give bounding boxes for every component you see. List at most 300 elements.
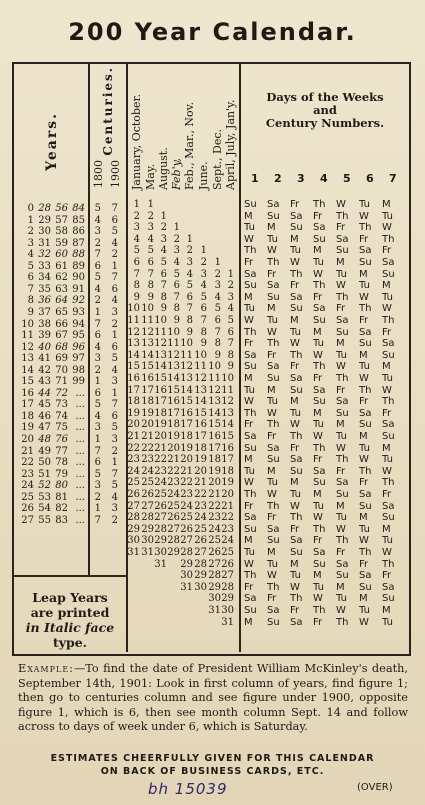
weekday-cell: Fr [313, 454, 323, 466]
month-day-cell: 23 [221, 523, 234, 535]
year-cell: 3 [27, 237, 34, 249]
weekday-cell: Su [267, 373, 280, 384]
year-cell: 6 [94, 330, 101, 342]
weekday-cell: Th [267, 338, 280, 350]
weekday-cell: Th [244, 570, 257, 582]
year-cell: 5 [94, 468, 101, 480]
month-day-cell: 14 [221, 419, 234, 431]
month-day-cell: 4 [133, 233, 140, 245]
weekday-cell: M [290, 396, 299, 408]
year-cell: 0 [27, 203, 34, 214]
year-cell: 5 [111, 422, 118, 434]
weekday-cell: Fr [267, 349, 277, 361]
weekday-cell: Sa [290, 373, 303, 384]
year-cell: 29 [38, 214, 51, 226]
weekday-cell: Tu [336, 431, 347, 442]
weekday-cell: W [267, 489, 277, 500]
weekday-cell: Sa [382, 338, 395, 350]
weekday-cell: Sa [267, 280, 280, 292]
year-cell: 42 [38, 364, 51, 376]
weekday-cell: M [359, 349, 368, 361]
weekday-cell: M [336, 257, 345, 268]
weekday-cell: W [244, 315, 254, 326]
year-cell: 76 [55, 434, 68, 445]
month-day-cell: 5 [147, 245, 154, 257]
month-day-cell: 19 [127, 407, 140, 419]
month-day-cell: 9 [160, 303, 167, 315]
month-day-cell: 2 [186, 245, 193, 257]
weekday-cell: W [290, 500, 300, 512]
month-day-cell: 17 [221, 454, 234, 466]
weekday-cell: M [382, 442, 391, 454]
month-header-4: Feb., Mar., Nov. [183, 101, 196, 190]
year-cell: 1 [27, 214, 34, 226]
year-cell: 44 [38, 387, 51, 399]
weekday-cell: M [382, 199, 391, 210]
year-cell: 1 [111, 387, 118, 399]
month-day-cell: 16 [208, 431, 221, 442]
month-day-cell: 9 [200, 338, 207, 350]
year-cell: 65 [55, 306, 68, 318]
weekday-cell: Su [290, 303, 303, 315]
month-day-cell: 27 [180, 535, 193, 547]
month-day-cell: 2 [227, 280, 234, 292]
year-cell: 6 [111, 283, 118, 295]
weekday-cell: Sa [267, 605, 280, 616]
weekday-cell: Th [313, 361, 326, 373]
year-cell: 43 [38, 376, 51, 388]
year-cell: 2 [111, 514, 118, 526]
weekday-cell: W [336, 523, 346, 535]
year-cell: 7 [111, 203, 118, 214]
month-day-cell: 27 [127, 500, 140, 512]
month-day-cell: 24 [221, 535, 234, 547]
weekday-cell: M [267, 465, 276, 477]
month-day-cell: 24 [208, 523, 221, 535]
weekday-cell: M [382, 280, 391, 292]
year-cell: 18 [21, 410, 34, 422]
weekday-cell: Sa [290, 616, 303, 628]
month-day-cell: 25 [194, 523, 207, 535]
month-day-cell: 26 [167, 512, 180, 524]
weekday-cell: Fr [267, 512, 277, 524]
month-day-cell: 1 [186, 233, 193, 245]
month-day-cell: 5 [186, 280, 193, 292]
month-day-cell: 3 [173, 245, 180, 257]
month-day-cell: 9 [147, 291, 154, 303]
weekday-cell: Su [382, 268, 395, 280]
weekday-cell: Fr [290, 523, 300, 535]
month-day-cell: 6 [214, 315, 221, 326]
month-day-cell: 8 [227, 349, 234, 361]
year-cell: ... [75, 410, 85, 422]
month-day-cell: 4 [173, 257, 180, 268]
year-cell: ... [75, 480, 85, 492]
year-cell: 56 [55, 203, 68, 214]
weekday-cell: Tu [359, 280, 370, 292]
year-cell: 7 [94, 445, 101, 457]
weekday-cell: Tu [382, 210, 393, 222]
weekday-cell: Fr [244, 338, 254, 350]
month-day-cell: 4 [227, 303, 234, 315]
weekday-cell: Sa [267, 361, 280, 373]
month-day-cell: 28 [180, 547, 193, 558]
leap-years-note [16, 590, 124, 650]
weekday-cell: Tu [244, 222, 255, 234]
year-cell: 10 [21, 318, 34, 330]
month-day-cell: 6 [160, 268, 167, 280]
month-day-cell: 29 [194, 570, 207, 582]
month-day-cell: 8 [160, 291, 167, 303]
weekday-cell: Su [336, 489, 349, 500]
year-cell: 1 [94, 376, 101, 388]
weekday-cell: Tu [267, 558, 278, 570]
year-cell: 1 [111, 457, 118, 469]
month-day-cell: 27 [208, 558, 221, 570]
year-cell: 4 [94, 214, 101, 226]
month-day-cell: 28 [208, 570, 221, 582]
weekday-cell: W [359, 373, 369, 384]
year-cell: ... [75, 422, 85, 434]
month-day-cell: 13 [221, 407, 234, 419]
weekday-cell: W [244, 558, 254, 570]
month-day-cell: 2 [200, 257, 207, 268]
weekday-cell: Th [382, 558, 395, 570]
month-day-cell: 31 [141, 547, 154, 558]
month-day-cell: 12 [208, 384, 221, 396]
leap-note-line-4: type. [52, 635, 88, 650]
weekday-cell: Su [382, 349, 395, 361]
month-day-cell: 15 [180, 396, 193, 408]
month-day-cell: 3 [160, 233, 167, 245]
weekday-cell: Tu [244, 465, 255, 477]
month-day-cell: 6 [200, 303, 207, 315]
month-day-cell: 12 [167, 349, 180, 361]
year-cell: 11 [21, 330, 34, 342]
year-cell: 3 [111, 434, 118, 445]
weekday-cell: M [313, 570, 322, 582]
weekday-cell: M [336, 500, 345, 512]
weekday-cell: Su [290, 222, 303, 234]
year-cell: 88 [72, 249, 85, 261]
weekday-cell: Sa [244, 593, 257, 605]
weekday-cell: Sa [382, 500, 395, 512]
weekday-cell: Tu [244, 547, 255, 558]
year-cell: 33 [38, 260, 51, 272]
month-day-cell: 12 [194, 373, 207, 384]
year-cell: 22 [21, 457, 34, 469]
weekday-cell: Fr [290, 361, 300, 373]
weekday-cell: Fr [336, 303, 346, 315]
month-day-cell: 1 [133, 199, 140, 210]
year-cell: 7 [94, 318, 101, 330]
weekday-cell: Su [313, 558, 326, 570]
weekday-cell: Su [359, 257, 372, 268]
year-cell: 4 [94, 410, 101, 422]
month-day-cell: 4 [200, 280, 207, 292]
weekday-cell: Fr [336, 384, 346, 396]
weekday-cell: Sa [359, 570, 372, 582]
month-day-cell: 11 [154, 326, 167, 338]
month-day-cell: 1 [214, 257, 221, 268]
day-number-header-0: 1 [251, 172, 259, 185]
weekday-cell: Su [290, 465, 303, 477]
month-day-cell: 23 [180, 489, 193, 500]
footer-line-1: ESTIMATES CHEERFULLY GIVEN FOR THIS CALENDAR [50, 753, 375, 764]
month-day-cell: 17 [127, 384, 140, 396]
month-header-6: Sept., Dec. [211, 129, 224, 190]
year-cell: 5 [27, 260, 34, 272]
weekday-cell: Sa [336, 477, 349, 489]
year-cell: ... [75, 468, 85, 480]
weekday-cell: Fr [267, 268, 277, 280]
month-day-cell: 23 [194, 500, 207, 512]
weekday-cell: Tu [267, 315, 278, 326]
month-day-cell: 21 [127, 431, 140, 442]
month-day-cell: 13 [194, 384, 207, 396]
month-day-cell: 14 [127, 349, 140, 361]
year-cell: 36 [38, 295, 51, 307]
weekday-cell: Th [359, 384, 372, 396]
weekday-cell: W [313, 512, 323, 524]
month-day-cell: 30 [221, 605, 234, 616]
month-day-cell: 1 [147, 199, 154, 210]
month-day-cell: 22 [127, 442, 140, 454]
weekday-cell: Tu [244, 303, 255, 315]
year-cell: 77 [55, 445, 68, 457]
weekday-cell: Th [359, 222, 372, 234]
month-day-cell: 15 [154, 373, 167, 384]
weekday-cell: Sa [267, 523, 280, 535]
month-day-cell: 22 [208, 500, 221, 512]
year-cell: 28 [38, 203, 51, 214]
year-cell: 73 [55, 399, 68, 411]
year-cell: 2 [94, 295, 101, 307]
weekday-cell: Th [359, 303, 372, 315]
weekday-cell: W [267, 570, 277, 582]
year-cell: 99 [72, 376, 85, 388]
year-cell: ... [75, 514, 85, 526]
weekday-cell: Fr [313, 535, 323, 547]
year-cell: 5 [111, 226, 118, 238]
year-cell: 53 [38, 491, 51, 503]
weekday-cell: Th [336, 535, 349, 547]
weekday-cell: W [382, 384, 392, 396]
month-day-cell: 29 [221, 593, 234, 605]
month-day-cell: 14 [154, 361, 167, 373]
day-number-header-5: 6 [366, 172, 374, 185]
weekday-cell: Su [359, 581, 372, 593]
year-cell: 3 [94, 422, 101, 434]
month-day-cell: 14 [194, 396, 207, 408]
month-day-cell: 1 [173, 222, 180, 234]
weekday-cell: M [290, 477, 299, 489]
weekday-cell: Th [267, 419, 280, 431]
month-day-cell: 8 [147, 280, 154, 292]
weekday-cell: Fr [313, 291, 323, 303]
weekday-cell: Tu [313, 419, 324, 431]
weekday-cell: Su [244, 523, 257, 535]
weekday-cell: Th [290, 512, 303, 524]
year-cell: 54 [38, 503, 51, 515]
month-day-cell: 29 [167, 547, 180, 558]
year-cell: 6 [94, 260, 101, 272]
weekday-cell: W [336, 361, 346, 373]
month-day-cell: 27 [141, 500, 154, 512]
weekday-cell: Th [290, 431, 303, 442]
month-day-cell: 23 [167, 477, 180, 489]
month-header-7: April, July, Jan'y. [224, 99, 237, 190]
year-cell: 3 [111, 376, 118, 388]
weekday-cell: Th [290, 268, 303, 280]
weekday-cell: Su [382, 593, 395, 605]
month-day-cell: 5 [133, 245, 140, 257]
month-day-cell: 23 [127, 454, 140, 466]
weekday-cell: Su [244, 605, 257, 616]
year-cell: 5 [94, 272, 101, 284]
month-day-cell: 21 [141, 431, 154, 442]
year-cell: 20 [21, 434, 34, 445]
month-day-cell: 18 [208, 454, 221, 466]
month-day-cell: 17 [167, 407, 180, 419]
weekday-cell: Su [267, 616, 280, 628]
days-title-line-1: and [313, 103, 337, 117]
month-day-cell: 11 [221, 384, 234, 396]
month-day-cell: 21 [167, 454, 180, 466]
month-day-cell: 15 [194, 407, 207, 419]
weekday-cell: Sa [359, 407, 372, 419]
month-day-cell: 31 [180, 581, 193, 593]
year-cell: 1 [94, 434, 101, 445]
century-1800-header: 1800 [92, 160, 105, 188]
month-day-cell: 5 [227, 315, 234, 326]
weekday-cell: Su [313, 233, 326, 245]
weekday-cell: Fr [382, 326, 392, 338]
year-cell: 7 [94, 514, 101, 526]
month-day-cell: 6 [133, 257, 140, 268]
month-day-cell: 18 [141, 396, 154, 408]
month-day-cell: 10 [154, 315, 167, 326]
month-day-cell: 7 [160, 280, 167, 292]
month-day-cell: 31 [127, 547, 140, 558]
weekday-cell: Fr [336, 222, 346, 234]
month-day-cell: 21 [194, 477, 207, 489]
weekday-cell: M [359, 268, 368, 280]
month-day-cell: 31 [208, 605, 221, 616]
year-cell: 69 [55, 353, 68, 365]
month-day-cell: 8 [186, 315, 193, 326]
month-day-cell: 12 [127, 326, 140, 338]
month-day-cell: 6 [147, 257, 154, 268]
month-header-3: Feb'y, [170, 158, 183, 190]
year-cell: 86 [72, 226, 85, 238]
month-day-cell: 25 [154, 489, 167, 500]
month-day-cell: 24 [167, 489, 180, 500]
year-cell: 35 [38, 283, 51, 295]
month-day-cell: 25 [127, 477, 140, 489]
weekday-cell: Sa [313, 303, 326, 315]
weekday-cell: M [382, 523, 391, 535]
year-cell: 9 [27, 306, 34, 318]
month-day-cell: 14 [208, 407, 221, 419]
weekday-cell: Th [359, 547, 372, 558]
month-day-cell: 20 [194, 465, 207, 477]
weekday-cell: Th [336, 291, 349, 303]
month-day-cell: 13 [154, 349, 167, 361]
weekday-cell: Th [244, 326, 257, 338]
year-cell: 78 [55, 457, 68, 469]
weekday-cell: Fr [359, 233, 369, 245]
weekday-cell: W [267, 326, 277, 338]
month-day-cell: 16 [180, 407, 193, 419]
weekday-cell: Su [336, 326, 349, 338]
weekday-cell: Sa [267, 442, 280, 454]
month-day-cell: 3 [214, 280, 221, 292]
weekday-cell: M [359, 593, 368, 605]
month-day-cell: 24 [127, 465, 140, 477]
weekday-cell: Sa [313, 547, 326, 558]
year-cell: 1 [94, 306, 101, 318]
year-cell: 26 [21, 503, 34, 515]
weekday-cell: Tu [290, 407, 301, 419]
year-cell: 2 [111, 318, 118, 330]
month-day-cell: 22 [180, 477, 193, 489]
weekday-cell: Su [267, 535, 280, 547]
weekday-cell: Th [382, 315, 395, 326]
year-cell: 4 [27, 249, 34, 261]
year-cell: 5 [94, 203, 101, 214]
weekday-cell: Tu [359, 605, 370, 616]
weekday-cell: Su [336, 407, 349, 419]
weekday-cell: Su [359, 338, 372, 350]
year-cell: 3 [111, 306, 118, 318]
weekday-cell: Fr [290, 442, 300, 454]
month-day-cell: 31 [154, 558, 167, 570]
weekday-cell: M [244, 291, 253, 303]
weekday-cell: Su [290, 384, 303, 396]
month-day-cell: 10 [167, 326, 180, 338]
month-day-cell: 30 [141, 535, 154, 547]
weekday-cell: Th [382, 396, 395, 408]
month-day-cell: 22 [154, 454, 167, 466]
month-day-cell: 13 [141, 338, 154, 350]
month-day-cell: 25 [208, 535, 221, 547]
year-cell: 93 [72, 306, 85, 318]
month-day-cell: 10 [221, 373, 234, 384]
year-cell: 2 [94, 364, 101, 376]
year-cell: 72 [55, 387, 68, 399]
weekday-cell: W [244, 233, 254, 245]
year-cell: 3 [94, 480, 101, 492]
year-cell: 55 [38, 514, 51, 526]
month-day-cell: 24 [194, 512, 207, 524]
year-cell: ... [75, 503, 85, 515]
month-day-cell: 9 [186, 326, 193, 338]
weekday-cell: Tu [313, 338, 324, 350]
month-day-cell: 29 [180, 558, 193, 570]
year-cell: 4 [111, 295, 118, 307]
weekday-cell: Fr [336, 465, 346, 477]
month-day-cell: 6 [227, 326, 234, 338]
month-day-cell: 18 [167, 419, 180, 431]
month-day-cell: 19 [141, 407, 154, 419]
month-day-cell: 17 [194, 431, 207, 442]
weekday-cell: Tu [359, 442, 370, 454]
weekday-cell: W [336, 199, 346, 210]
year-cell: 7 [94, 249, 101, 261]
year-cell: 91 [72, 283, 85, 295]
month-day-cell: 20 [167, 442, 180, 454]
